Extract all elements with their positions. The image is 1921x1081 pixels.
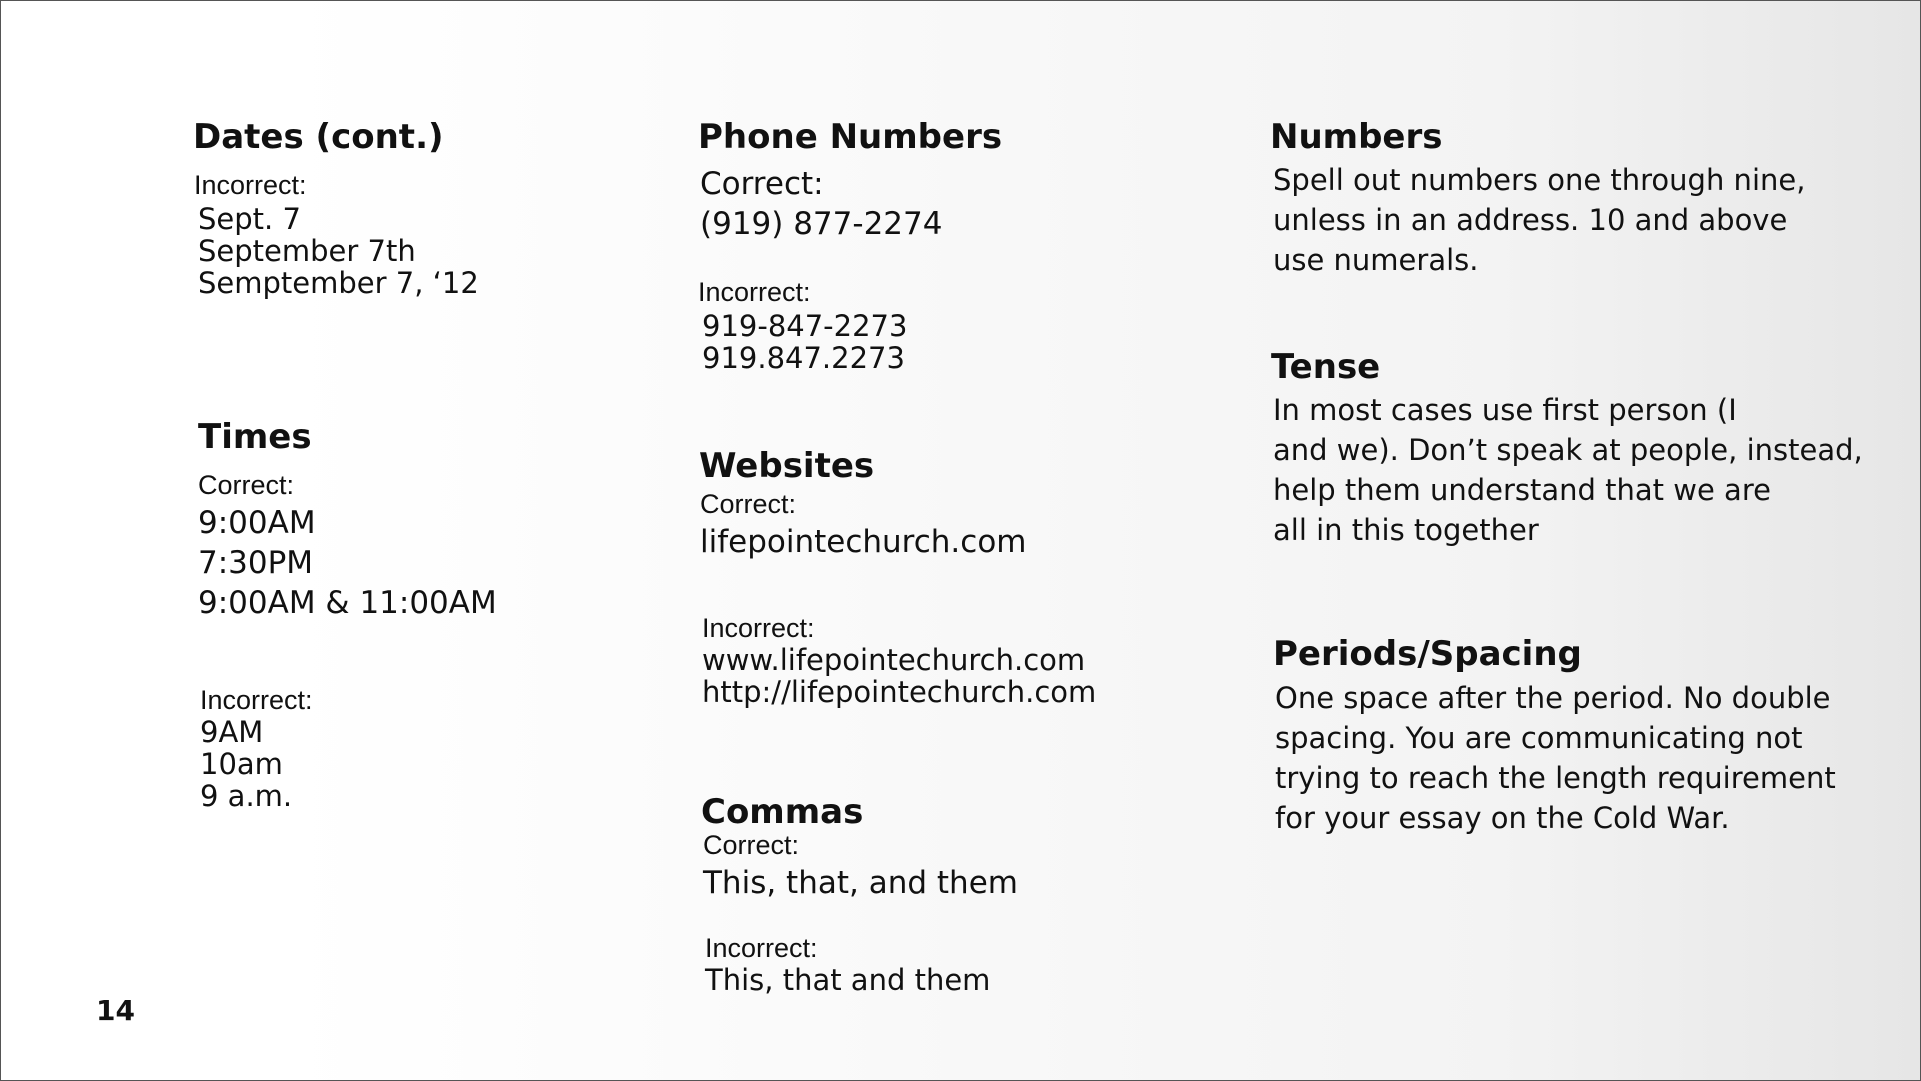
times-correct-item: 7:30PM (198, 545, 314, 581)
periods-heading: Periods/Spacing (1273, 634, 1582, 674)
commas-heading: Commas (701, 792, 864, 832)
phone-incorrect-label: Incorrect: (698, 277, 811, 307)
commas-incorrect-value: This, that and them (705, 963, 991, 997)
periods-body (1275, 678, 1836, 838)
dates-incorrect (194, 169, 479, 299)
periods-line: for your essay on the Cold War. (1275, 801, 1730, 835)
phone-correct-value: (919) 877-2274 (700, 206, 943, 242)
times-incorrect-item: 9AM (200, 715, 264, 749)
commas-correct-value: This, that, and them (703, 865, 1018, 901)
dates-incorrect-item: September 7th (198, 234, 416, 268)
commas-section (701, 792, 863, 832)
times-incorrect (200, 684, 313, 812)
tense-line: help them understand that we are (1273, 473, 1771, 507)
phone-incorrect-item: 919-847-2273 (702, 309, 908, 343)
phone-incorrect-item: 919.847.2273 (702, 341, 905, 375)
times-heading: Times (198, 417, 312, 457)
phone-heading: Phone Numbers (698, 117, 1003, 157)
numbers-body (1273, 160, 1805, 280)
commas-correct-label: Correct: (703, 830, 800, 860)
dates-incorrect-label: Incorrect: (194, 170, 307, 200)
numbers-line: use numerals. (1273, 243, 1479, 277)
periods-line: spacing. You are communicating not (1275, 721, 1803, 755)
times-correct-item: 9:00AM & 11:00AM (198, 585, 497, 621)
numbers-section (1270, 117, 1443, 157)
websites-incorrect-label: Incorrect: (702, 613, 815, 643)
websites-heading: Websites (699, 446, 875, 486)
phone-section (698, 117, 1002, 157)
periods-line: One space after the period. No double (1275, 681, 1831, 715)
dates-incorrect-item: Sept. 7 (198, 202, 301, 236)
dates-heading: Dates (cont.) (193, 117, 444, 157)
commas-correct (703, 829, 1018, 903)
tense-section (1271, 347, 1380, 387)
times-correct-label: Correct: (198, 470, 295, 500)
websites-incorrect-item: www.lifepointechurch.com (702, 643, 1086, 677)
periods-line: trying to reach the length requirement (1275, 761, 1836, 795)
tense-heading: Tense (1271, 347, 1381, 387)
times-incorrect-label: Incorrect: (200, 685, 313, 715)
times-correct (198, 469, 497, 623)
commas-incorrect-label: Incorrect: (705, 933, 818, 963)
commas-incorrect (705, 932, 990, 996)
page-number: 14 (96, 994, 135, 1027)
websites-incorrect-item: http://lifepointechurch.com (702, 675, 1097, 709)
periods-section (1273, 634, 1582, 674)
websites-section (699, 446, 874, 486)
phone-correct (700, 164, 942, 244)
times-correct-item: 9:00AM (198, 505, 316, 541)
times-incorrect-item: 10am (200, 747, 283, 781)
tense-line: and we). Don’t speak at people, instead, (1273, 433, 1863, 467)
tense-line: all in this together (1273, 513, 1539, 547)
phone-incorrect (698, 276, 907, 374)
websites-correct (700, 488, 1027, 562)
tense-body (1273, 390, 1863, 550)
dates-incorrect-item: Semptember 7, ‘12 (198, 266, 479, 300)
numbers-line: Spell out numbers one through nine, (1273, 163, 1806, 197)
times-section (198, 417, 312, 457)
numbers-heading: Numbers (1270, 117, 1443, 157)
times-incorrect-item: 9 a.m. (200, 779, 293, 813)
dates-section (193, 117, 444, 157)
websites-correct-label: Correct: (700, 489, 797, 519)
websites-incorrect (702, 612, 1096, 708)
tense-line: In most cases use first person (I (1273, 393, 1737, 427)
numbers-line: unless in an address. 10 and above (1273, 203, 1788, 237)
websites-correct-value: lifepointechurch.com (700, 524, 1027, 560)
phone-correct-label: Correct: (700, 166, 824, 202)
